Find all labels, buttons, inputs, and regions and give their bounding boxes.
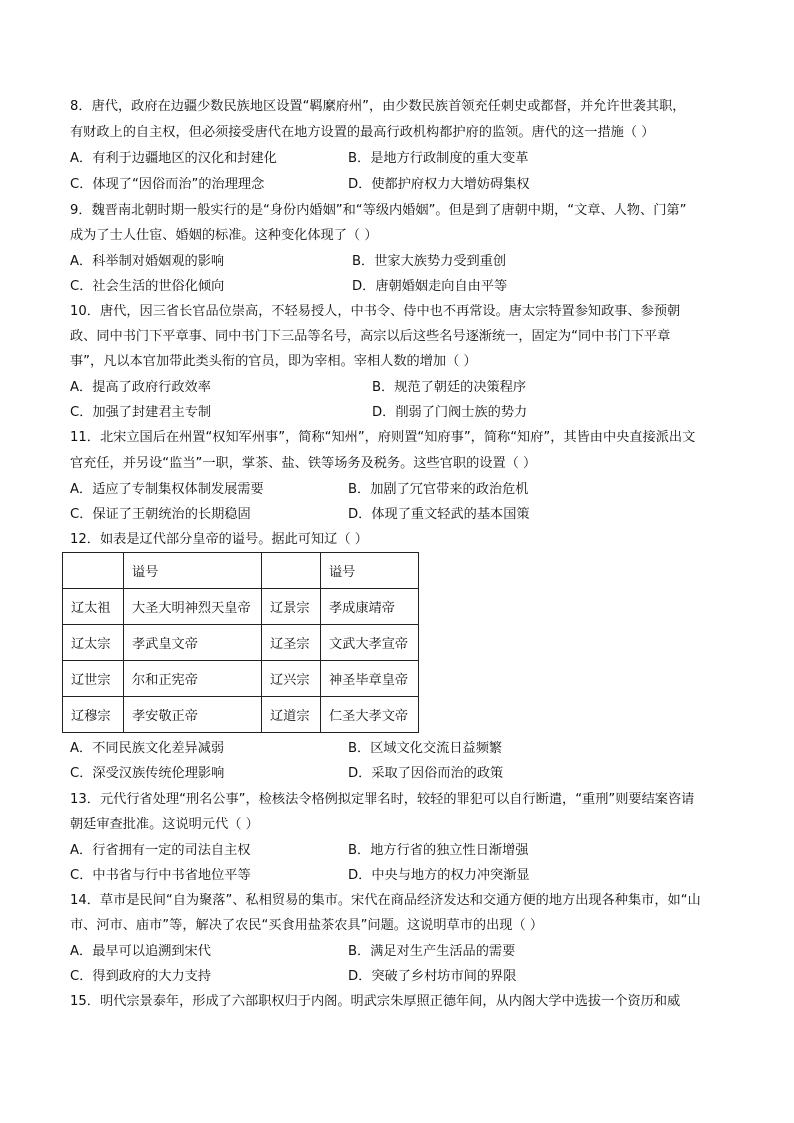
table-cell: 孝安敬正帝: [124, 697, 262, 733]
q10-option-c: C．加强了封建君主专制: [70, 405, 212, 420]
table-cell: 辽太祖: [63, 589, 124, 625]
q10-stem-line-3: 事”，凡以本官加带此类头衔的官员，即为宰相。宰相人数的增加（ ）: [70, 354, 477, 369]
table-cell: 辽道宗: [262, 697, 321, 733]
table-cell: 仁圣大孝文帝: [321, 697, 419, 733]
table-cell: 辽穆宗: [63, 697, 124, 733]
q9-stem-line-2: 成为了士人仕宦、婚姻的标准。这种变化体现了（ ）: [70, 228, 378, 243]
q9-option-b: B．世家大族势力受到重创: [352, 254, 507, 269]
table-cell: 辽景宗: [262, 589, 321, 625]
q8-option-a: A．有利于边疆地区的汉化和封建化: [70, 151, 277, 166]
q10-option-b: B．规范了朝廷的决策程序: [372, 380, 527, 395]
q13-stem-line-2: 朝廷审查批准。这说明元代（ ）: [70, 817, 259, 832]
table-cell: 孝成康靖帝: [321, 589, 419, 625]
q9-stem-line-1: 9．魏晋南北朝时期一般实行的是“身份内婚姻”和“等级内婚姻”。但是到了唐朝中期，“文章、人物、门第”: [70, 203, 687, 218]
table-row: [63, 661, 419, 697]
q12-option-a: A．不同民族文化差异减弱: [70, 741, 225, 756]
q12-option-d: D．采取了因俗而治的政策: [348, 766, 504, 781]
table-cell: 大圣大明神烈天皇帝: [124, 589, 262, 625]
q9-option-d: D．唐朝婚姻走向自由平等: [352, 279, 508, 294]
q11-option-b: B．加剧了冗官带来的政治危机: [348, 482, 529, 497]
q14-option-b: B．满足对生产生活品的需要: [348, 944, 516, 959]
q9-option-c: C．社会生活的世俗化倾向: [70, 279, 225, 294]
table-row: [63, 697, 419, 733]
table-header-cell: 谥号: [124, 553, 262, 589]
q8-stem-line-1: 8．唐代，政府在边疆少数民族地区设置“羁縻府州”，由少数民族首领充任刺史或都督，并允许世袭其职，: [70, 99, 686, 114]
q13-stem-line-1: 13．元代行省处理“刑名公事”，检核法令格例拟定罪名时，较轻的罪犯可以自行断遣，“重刑”则要结案咨请: [70, 792, 695, 807]
q12-option-c: C．深受汉族传统伦理影响: [70, 766, 225, 781]
q8-option-d: D．使都护府权力大增妨碍集权: [348, 177, 530, 192]
table-cell: 辽圣宗: [262, 625, 321, 661]
q15-stem-line-1: 15．明代宗景泰年，形成了六部职权归于内阁。明武宗朱厚照正德年间，从内阁大学中选拔一个资历和威: [70, 994, 681, 1009]
q9-option-a: A．科举制对婚姻观的影响: [70, 254, 225, 269]
q10-stem-line-1: 10．唐代，因三省长官品位崇高，不轻易授人，中书令、侍中也不再常设。唐太宗特置参知政事、参预朝: [70, 304, 681, 319]
table-cell: 文武大孝宣帝: [321, 625, 419, 661]
q8-option-c: C．体现了“因俗而治”的治理理念: [70, 177, 265, 192]
table-cell: 辽世宗: [63, 661, 124, 697]
q8-option-b: B．是地方行政制度的重大变革: [348, 151, 529, 166]
q8-stem-line-2: 有财政上的自主权，但必须接受唐代在地方设置的最高行政机构都护府的监领。唐代的这一措施（ ）: [70, 125, 655, 140]
table-header-cell: [262, 553, 321, 589]
table-cell: 辽太宗: [63, 625, 124, 661]
q11-option-c: C．保证了王朝统治的长期稳固: [70, 507, 251, 522]
posthumous-title-table: [62, 552, 419, 733]
q12-stem-line-1: 12．如表是辽代部分皇帝的谥号。据此可知辽（ ）: [70, 532, 368, 547]
q11-option-d: D．体现了重文轻武的基本国策: [348, 507, 530, 522]
q11-stem-line-2: 官充任，并另设“监当”一职，掌茶、盐、铁等场务及税务。这些官职的设置（ ）: [70, 456, 537, 471]
table-row: [63, 589, 419, 625]
table-cell: 孝武皇文帝: [124, 625, 262, 661]
table-header-row: [63, 553, 419, 589]
q10-stem-line-2: 政、同中书门下平章事、同中书门下三品等名号，高宗以后这些名号逐渐统一，固定为“同中书门下平章: [70, 329, 671, 344]
q14-option-c: C．得到政府的大力支持: [70, 969, 212, 984]
q10-option-d: D．削弱了门阀士族的势力: [372, 405, 528, 420]
q11-option-a: A．适应了专制集权体制发展需要: [70, 482, 264, 497]
q13-option-b: B．地方行省的独立性日渐增强: [348, 843, 529, 858]
q12-option-b: B．区域文化交流日益频繁: [348, 741, 503, 756]
table-cell: 神圣毕章皇帝: [321, 661, 419, 697]
q14-option-d: D．突破了乡村坊市间的界限: [348, 969, 517, 984]
table-header-cell: [63, 553, 124, 589]
table-row: [63, 625, 419, 661]
q11-stem-line-1: 11．北宋立国后在州置“权知军州事”，简称“知州”，府则置“知府事”，简称“知府”，其皆由中央直接派出文: [70, 430, 696, 445]
q14-option-a: A．最早可以追溯到宋代: [70, 944, 211, 959]
q14-stem-line-1: 14．草市是民间“自为聚落”、私相贸易的集市。宋代在商品经济发达和交通方便的地方出现各种集市，如“山: [70, 893, 701, 908]
q14-stem-line-2: 市、河市、庙市”等，解决了农民“买食用盐茶农具”问题。这说明草市的出现（ ）: [70, 918, 544, 933]
q10-option-a: A．提高了政府行政效率: [70, 380, 211, 395]
table-cell: 辽兴宗: [262, 661, 321, 697]
table-cell: 尔和正宪帝: [124, 661, 262, 697]
q13-option-d: D．中央与地方的权力冲突渐显: [348, 868, 530, 883]
table-header-cell: 谥号: [321, 553, 419, 589]
q13-option-a: A．行省拥有一定的司法自主权: [70, 843, 251, 858]
q13-option-c: C．中书省与行中书省地位平等: [70, 868, 251, 883]
